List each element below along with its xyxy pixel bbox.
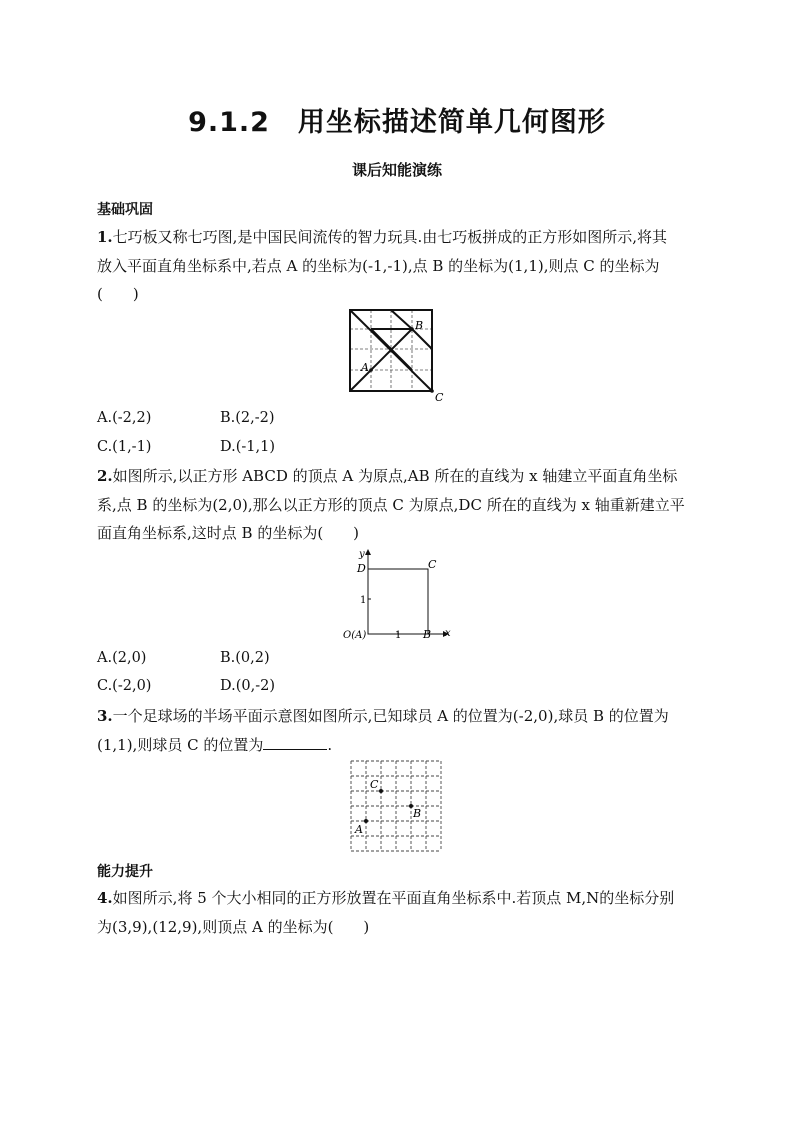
q2-line3: 面直角坐标系,这时点 B 的坐标为( ) bbox=[97, 524, 360, 542]
square-axes-figure bbox=[338, 544, 458, 644]
q2-tick-y-1: 1 bbox=[360, 595, 367, 606]
section-advanced: 能力提升 bbox=[97, 864, 153, 880]
q2-axis-y-label: y bbox=[359, 549, 365, 560]
q1-option-d: D.(-1,1) bbox=[220, 439, 275, 455]
q3-text-1: 一个足球场的半场平面示意图如图所示,已知球员 A 的位置为(-2,0),球员 B 的位置为 bbox=[112, 707, 669, 725]
q3-label-a: A bbox=[355, 823, 363, 836]
q2-label-b: B bbox=[423, 628, 432, 641]
q3-line2 bbox=[97, 735, 332, 755]
q3-label-c: C bbox=[370, 778, 379, 791]
q4-number: 4. bbox=[97, 889, 113, 907]
q2-option-c: C.(-2,0) bbox=[97, 678, 152, 694]
q2-tick-x-1: 1 bbox=[395, 630, 402, 641]
q4-text-1: 如图所示,将 5 个大小相同的正方形放置在平面直角坐标系中.若顶点 M,N的坐标分别 bbox=[112, 889, 675, 907]
q2-axis-x-label: x bbox=[445, 628, 451, 639]
q2-label-d: D bbox=[357, 562, 366, 575]
page-title: 9.1.2 用坐标描述简单几何图形 bbox=[188, 107, 606, 138]
q2-label-c: C bbox=[428, 558, 437, 571]
q2-label-origin: O(A) bbox=[343, 630, 367, 641]
q1-line2: 放入平面直角坐标系中,若点 A 的坐标为(-1,-1),点 B 的坐标为(1,1),则点 C 的坐标为 bbox=[97, 257, 660, 275]
q1-option-a: A.(-2,2) bbox=[97, 410, 152, 426]
page-subtitle: 课后知能演练 bbox=[351, 161, 442, 179]
q3-number: 3. bbox=[97, 707, 113, 725]
football-field-figure bbox=[348, 758, 444, 856]
q1-option-c: C.(1,-1) bbox=[97, 439, 152, 455]
q3-text-2: (1,1),则球员 C 的位置为 bbox=[97, 736, 264, 754]
tangram-figure bbox=[340, 308, 450, 404]
q2-text-1: 如图所示,以正方形 ABCD 的顶点 A 为原点,AB 所在的直线为 x 轴建立平面直角坐标 bbox=[112, 467, 678, 485]
q3-answer-blank bbox=[263, 735, 327, 750]
q2-option-a: A.(2,0) bbox=[97, 650, 147, 666]
q1-label-b: B bbox=[415, 319, 424, 332]
q1-option-b: B.(2,-2) bbox=[220, 410, 275, 426]
q1-label-a: A bbox=[361, 361, 369, 374]
q1-line3: ( ) bbox=[97, 285, 139, 303]
q1-number: 1. bbox=[97, 228, 113, 246]
q2-option-b: B.(0,2) bbox=[220, 650, 270, 666]
q1-label-c: C bbox=[435, 391, 444, 404]
q1-text-1: 七巧板又称七巧图,是中国民间流传的智力玩具.由七巧板拼成的正方形如图所示,将其 bbox=[112, 228, 667, 246]
q4-line1 bbox=[97, 888, 674, 908]
q2-line1 bbox=[97, 466, 677, 486]
q2-line2: 系,点 B 的坐标为(2,0),那么以正方形的顶点 C 为原点,DC 所在的直线为 x 轴重新建立平 bbox=[97, 496, 685, 514]
q3-line1 bbox=[97, 706, 669, 726]
q4-line2: 为(3,9),(12,9),则顶点 A 的坐标为( ) bbox=[97, 918, 370, 936]
q2-option-d: D.(0,-2) bbox=[220, 678, 275, 694]
q2-number: 2. bbox=[97, 467, 113, 485]
q3-text-end: . bbox=[327, 736, 333, 754]
q1-line1 bbox=[97, 227, 667, 247]
section-basic: 基础巩固 bbox=[97, 202, 153, 218]
q3-label-b: B bbox=[413, 807, 422, 820]
